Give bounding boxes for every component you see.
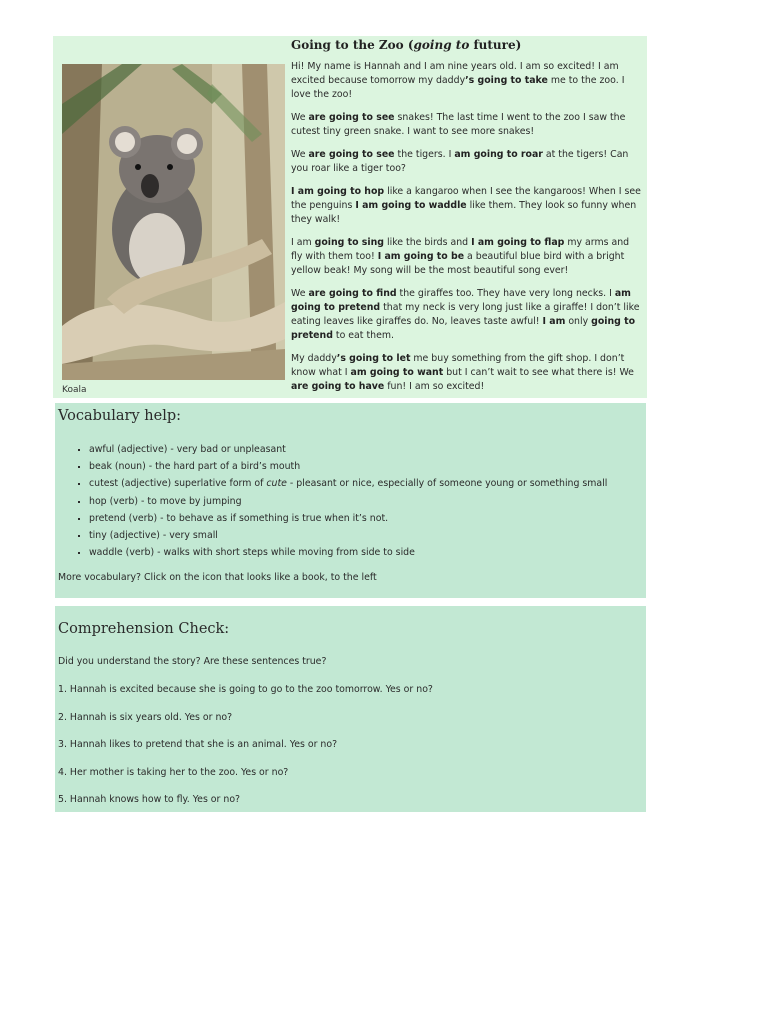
bold-phrase: I am going to hop bbox=[291, 186, 385, 197]
comprehension-intro: Did you understand the story? Are these sentences true? bbox=[58, 656, 327, 667]
bold-phrase: are going to have bbox=[291, 381, 385, 392]
text-run: at the tigers! Can you roar like a tiger too? bbox=[291, 149, 629, 174]
vocabulary-item: ▪ beak (noun) - the hard part of a bird’s mouth bbox=[89, 458, 607, 475]
bold-phrase: am going to want bbox=[350, 367, 444, 378]
text-run: me to the zoo. I love the zoo! bbox=[291, 75, 625, 100]
photo-caption: Koala bbox=[62, 385, 87, 395]
text-run: to eat them. bbox=[332, 330, 394, 341]
question-item: 1. Hannah is excited because she is going to go to the zoo tomorrow. Yes or no? bbox=[58, 684, 433, 695]
story-paragraph bbox=[291, 236, 641, 278]
text-run: like a kangaroo when I see the kangaroos! When I see the penguins bbox=[291, 186, 641, 211]
bold-phrase: ’s going to take bbox=[465, 75, 548, 86]
vocabulary-item: ▪ pretend (verb) - to behave as if something is true when it’s not. bbox=[89, 510, 607, 527]
comprehension-heading: Comprehension Check: bbox=[58, 621, 230, 637]
koala-illustration bbox=[62, 64, 285, 380]
vocabulary-item: ▪ waddle (verb) - walks with short steps while moving from side to side bbox=[89, 544, 607, 561]
text-run: only bbox=[565, 316, 592, 327]
text-run: but I can’t wait to see what there is! We bbox=[443, 367, 634, 378]
question-item: 3. Hannah likes to pretend that she is an animal. Yes or no? bbox=[58, 739, 338, 750]
story-panel bbox=[53, 36, 647, 398]
bold-phrase: going to pretend bbox=[291, 316, 636, 341]
vocabulary-box bbox=[55, 403, 646, 598]
story-paragraph bbox=[291, 60, 641, 102]
title-end: future) bbox=[469, 38, 522, 52]
question-item: 2. Hannah is six years old. Yes or no? bbox=[58, 711, 233, 723]
title-main: Going to the Zoo ( bbox=[291, 38, 414, 52]
text-run: We bbox=[291, 288, 309, 299]
text-run: snakes! The last time I went to the zoo I saw the cutest tiny green snake. I want to see more snakes! bbox=[291, 112, 626, 137]
story-paragraph bbox=[291, 352, 641, 394]
question-item: 4. Her mother is taking her to the zoo. Yes or no? bbox=[58, 766, 289, 778]
bold-phrase: I am bbox=[542, 316, 566, 327]
text-run: me buy something from the gift shop. I don’t know what I bbox=[291, 353, 625, 378]
text-run: like them. They look so funny when they walk! bbox=[291, 200, 637, 225]
text-run: a beautiful blue bird with a bright yellow beak! My song will be the most beautiful song ever! bbox=[291, 251, 625, 276]
story-paragraph bbox=[291, 185, 641, 227]
bold-phrase: I am going to waddle bbox=[355, 200, 467, 211]
bold-phrase: I am going to flap bbox=[471, 237, 565, 248]
story-paragraph bbox=[291, 287, 641, 343]
bold-phrase: going to sing bbox=[314, 237, 384, 248]
text-run: that my neck is very long just like a giraffe! I don’t like eating leaves like giraffes do. No, leaves taste awful! bbox=[291, 302, 640, 327]
vocabulary-item: ▪ awful (adjective) - very bad or unpleasant bbox=[89, 441, 607, 458]
vocabulary-item: ▪ tiny (adjective) - very small bbox=[89, 527, 607, 544]
vocabulary-list bbox=[57, 441, 607, 561]
bold-phrase: are going to see bbox=[308, 149, 395, 160]
text-run: my arms and fly with them too! bbox=[291, 237, 630, 262]
vocabulary-item: ▪ cutest (adjective) superlative form of cute - pleasant or nice, especially of someone young or something small bbox=[89, 475, 607, 492]
text-run: like the birds and bbox=[384, 237, 472, 248]
text-run: Hi! My name is Hannah and I am nine years old. I am so excited! I am excited because tomorrow my daddy bbox=[291, 61, 619, 86]
bold-phrase: are going to find bbox=[308, 288, 397, 299]
text-run: the tigers. I bbox=[394, 149, 455, 160]
story-title bbox=[291, 36, 641, 60]
text-run: the giraffes too. They have very long necks. I bbox=[396, 288, 615, 299]
title-italic: going to bbox=[413, 38, 470, 52]
bold-phrase: am going to pretend bbox=[291, 288, 631, 313]
text-run: fun! I am so excited! bbox=[384, 381, 485, 392]
story-text bbox=[291, 36, 641, 403]
story-paragraph bbox=[291, 111, 641, 139]
vocabulary-heading: Vocabulary help: bbox=[58, 408, 181, 424]
text-run: We bbox=[291, 149, 309, 160]
question-item: 5. Hannah knows how to fly. Yes or no? bbox=[58, 794, 241, 805]
bold-phrase: are going to see bbox=[308, 112, 395, 123]
more-vocabulary-text: More vocabulary? Click on the icon that looks like a book, to the left bbox=[58, 572, 377, 583]
story-paragraph bbox=[291, 148, 641, 176]
text-run: My daddy bbox=[291, 353, 337, 364]
vocabulary-item: ▪ hop (verb) - to move by jumping bbox=[89, 493, 607, 510]
text-run: We bbox=[291, 112, 309, 123]
text-run: I am bbox=[291, 237, 315, 248]
comprehension-box bbox=[55, 606, 646, 812]
bold-phrase: I am going to be bbox=[377, 251, 465, 262]
bold-phrase: am going to roar bbox=[454, 149, 543, 160]
bold-phrase: ’s going to let bbox=[336, 353, 411, 364]
story-paragraphs bbox=[291, 60, 641, 394]
koala-photo bbox=[62, 64, 285, 380]
